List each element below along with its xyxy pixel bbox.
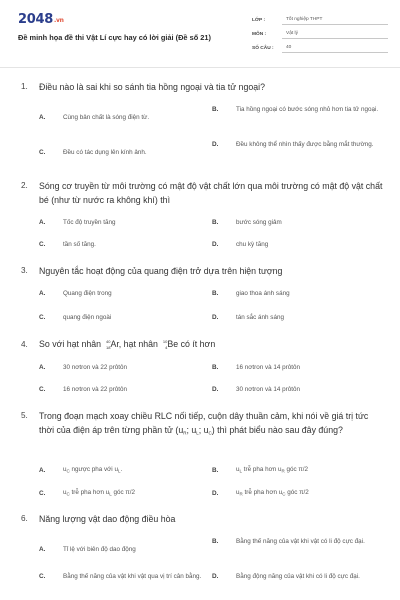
option-letter: B. — [212, 290, 219, 297]
question-text-part: Trong đoạn mạch xoay chiều RLC nối tiếp, cuộn dây thuần cảm, khi nói về giá trị tức thời của điện áp trên từng phần tử (u — [39, 411, 369, 435]
question-text-part: ) thì phát biểu nào sau đây đúng? — [211, 425, 343, 435]
option-text-part: trễ pha hơn u — [242, 466, 282, 473]
option-letter: A. — [39, 466, 46, 474]
atomic-number: 4 — [165, 344, 168, 350]
question-number: 5. — [21, 411, 28, 420]
question-number: 6. — [21, 514, 28, 523]
option-letter: B. — [212, 106, 219, 113]
option-c[interactable] — [39, 487, 135, 500]
option-text-part: u — [63, 466, 67, 473]
option-text: Cùng bản chất là sóng điện từ. — [63, 114, 150, 121]
option-text-part: góc π/2 — [285, 489, 309, 496]
meta-value: Vật lý — [282, 31, 388, 39]
question-text: Nguyên tắc hoạt động của quang điện trở dựa trên hiện tượng — [39, 266, 283, 276]
question-text: Năng lượng vật dao động điều hòa — [39, 514, 176, 524]
option-text: chu kỳ tăng — [236, 241, 269, 248]
option-text — [63, 464, 122, 477]
option-letter: A. — [39, 364, 46, 371]
option-c[interactable] — [39, 147, 147, 158]
option-letter: D. — [212, 386, 219, 393]
option-text: Bằng thế năng của vật khi vật qua vị trí cân bằng. — [63, 573, 202, 580]
option-letter: C. — [39, 573, 46, 580]
subscript: C — [66, 468, 70, 474]
atomic-number: 18 — [106, 344, 111, 350]
option-a[interactable] — [39, 544, 136, 555]
question-number: 3. — [21, 266, 28, 275]
meta-value: 40 — [282, 45, 388, 53]
subscript: L — [196, 430, 199, 436]
option-a[interactable] — [39, 362, 127, 373]
question-text-part: ; u — [186, 425, 197, 435]
beryllium-nuclide — [160, 340, 167, 350]
option-text: giao thoa ánh sáng — [236, 290, 290, 297]
option-letter: A. — [39, 219, 46, 226]
option-text: 16 nơtron và 14 prôtôn — [236, 364, 300, 371]
question-text — [39, 337, 384, 351]
option-text-part: u — [63, 489, 67, 496]
option-a[interactable] — [39, 112, 149, 123]
option-letter: C. — [39, 386, 46, 393]
option-d[interactable] — [212, 239, 268, 250]
option-text-part: ngược pha với u — [69, 466, 118, 473]
question-text: Điều nào là sai khi so sánh tia hồng ngoại và tia tử ngoại? — [39, 82, 265, 92]
option-letter: D. — [212, 573, 219, 580]
option-text: Bằng thế năng của vật khi vật có li độ cực đại. — [236, 538, 365, 545]
subscript: C — [208, 430, 212, 436]
option-letter: D. — [212, 489, 219, 497]
meta-value: Tốt nghiệp THPT — [282, 17, 388, 25]
question-text — [39, 409, 384, 441]
option-text: Tốc độ truyền tăng — [63, 219, 116, 226]
option-text: Bằng động năng của vật khi có li độ cực đại. — [236, 573, 360, 580]
option-c[interactable] — [39, 571, 203, 582]
option-text-part: góc π/2 — [284, 466, 309, 473]
element-symbol: Ar — [110, 339, 119, 349]
option-b[interactable] — [212, 464, 308, 477]
option-text: Quang điện trong — [63, 290, 112, 297]
option-b[interactable] — [212, 536, 388, 547]
option-d[interactable] — [212, 384, 300, 395]
option-letter: A. — [39, 114, 46, 121]
option-text — [236, 464, 308, 477]
option-b[interactable] — [212, 104, 388, 115]
option-text: bước sóng giảm — [236, 219, 282, 226]
document-title: Đề minh họa đề thi Vật Lí cực hay có lời giải (Đề số 21) — [18, 33, 211, 42]
mass-number: 40 — [106, 338, 111, 344]
argon-nuclide — [103, 340, 110, 350]
option-text-part: u — [236, 466, 240, 473]
subscript: C — [282, 491, 286, 497]
option-d[interactable] — [212, 139, 388, 150]
logo-suffix: .vn — [53, 17, 64, 24]
option-text: Đều có tác dụng lên kính ảnh. — [63, 149, 147, 156]
option-letter: C. — [39, 149, 46, 156]
option-text — [236, 487, 309, 500]
mass-number: 10 — [162, 338, 168, 344]
meta-label: MÔN : — [252, 32, 267, 37]
option-text-part: . — [120, 466, 123, 473]
option-a[interactable] — [39, 288, 112, 299]
subscript: L — [117, 468, 121, 474]
option-letter: B. — [212, 364, 219, 371]
question-text-part: có ít hơn — [180, 339, 216, 349]
option-d[interactable] — [212, 487, 309, 500]
option-b[interactable] — [212, 217, 282, 228]
subscript: L — [109, 491, 112, 497]
option-text: 30 nơtron và 22 prôtôn — [63, 364, 127, 371]
option-letter: B. — [212, 538, 219, 545]
option-c[interactable] — [39, 239, 96, 250]
question-number: 2. — [21, 181, 28, 190]
option-c[interactable] — [39, 312, 111, 323]
option-text: Tỉ lệ với biên độ dao động — [63, 546, 136, 553]
option-c[interactable] — [39, 384, 127, 395]
option-a[interactable] — [39, 464, 122, 477]
option-text-part: trễ pha hơn u — [69, 489, 110, 496]
option-text: quang điện ngoài — [63, 314, 112, 321]
option-b[interactable] — [212, 362, 300, 373]
option-letter: C. — [39, 241, 46, 248]
option-text: Tia hồng ngoại có bước sóng nhỏ hơn tia tử ngoại. — [236, 106, 379, 113]
option-letter: A. — [39, 546, 46, 553]
meta-label: LỚP : — [252, 18, 266, 23]
meta-label: SỐ CÂU : — [252, 46, 274, 51]
subscript: R — [281, 468, 285, 474]
question-number: 1. — [21, 82, 28, 91]
option-letter: D. — [212, 141, 219, 148]
option-b[interactable] — [212, 288, 290, 299]
option-letter: B. — [212, 466, 219, 474]
option-letter: B. — [212, 219, 219, 226]
option-letter: D. — [212, 241, 219, 248]
question-text-part: ; u — [198, 425, 209, 435]
option-d[interactable] — [212, 312, 284, 323]
option-text — [63, 487, 135, 500]
option-a[interactable] — [39, 217, 116, 228]
option-text-part: trễ pha hơn u — [242, 489, 283, 496]
question-number: 4. — [21, 340, 28, 349]
question-text-part: So với hạt nhân — [39, 339, 102, 349]
option-text: tần số tăng. — [63, 241, 96, 248]
option-d[interactable] — [212, 571, 388, 582]
option-text: 30 nơtron và 14 prôtôn — [236, 386, 300, 393]
option-text: tán sắc ánh sáng — [236, 314, 284, 321]
option-text: Đều không thể nhìn thấy được bằng mắt thường. — [236, 141, 374, 148]
option-text: 16 nơtron và 22 prôtôn — [63, 386, 127, 393]
option-letter: A. — [39, 290, 46, 297]
element-symbol: Be — [167, 339, 179, 349]
option-text-part: góc π/2 — [111, 489, 136, 496]
option-letter: C. — [39, 489, 46, 497]
subscript: C — [66, 491, 70, 497]
subscript: R — [183, 430, 187, 436]
question-text: Sóng cơ truyền từ môi trường có mật độ vật chất lớn qua môi trường có mật độ vật chất bé (như từ nước ra không khí) thì — [39, 181, 383, 205]
subscript: R — [239, 491, 243, 497]
subscript: L — [239, 468, 243, 474]
option-letter: D. — [212, 314, 219, 321]
logo-main: 2048 — [18, 12, 53, 27]
option-letter: C. — [39, 314, 46, 321]
option-text-part: u — [236, 489, 240, 496]
question-text-part: , hạt nhân — [118, 339, 158, 349]
